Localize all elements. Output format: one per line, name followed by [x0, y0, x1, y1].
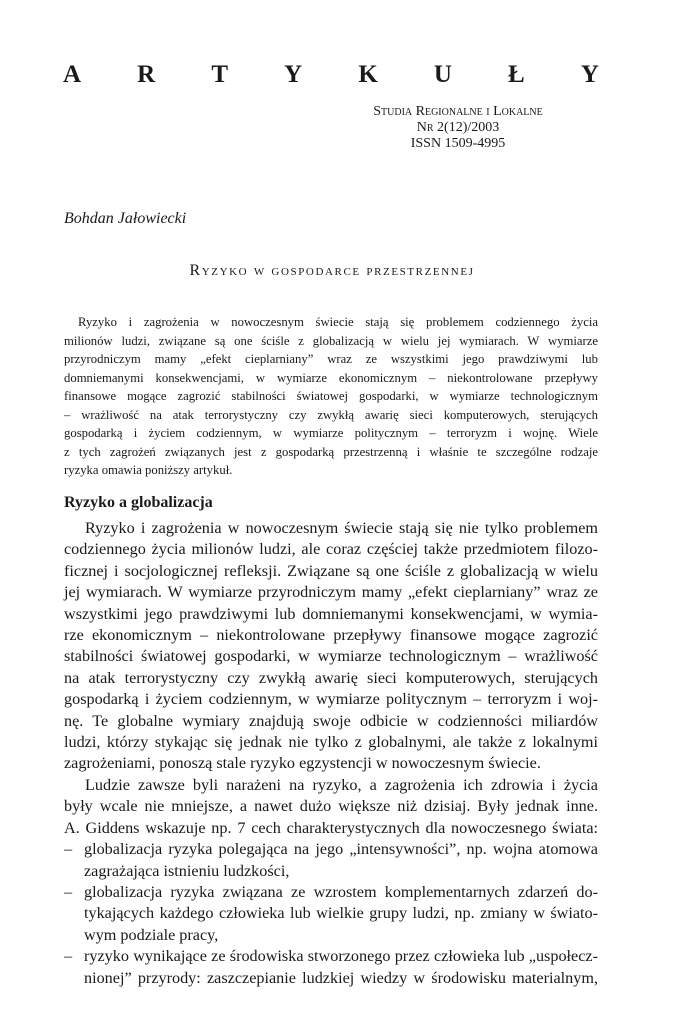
body-line: nę. Te globalne wymiary znajdują swoje odbicie w codzienności miliardów: [64, 711, 598, 730]
body-line: jej wymiarach. W wymiarze przyrodniczym mamy „efekt cieplarniany” wraz ze: [64, 583, 598, 602]
list-item-line: globalizacja ryzyka polegająca na jego „intensywności”, np. wojna atomowa: [84, 840, 598, 859]
list-item-line: zagrażająca istnieniu ludzkości,: [84, 861, 290, 880]
body-line: były wcale nie mniejsze, a nawet dużo większe niż dzisiaj. Były jednak inne.: [64, 797, 598, 816]
body-line: ficznej i socjologicznej refleksji. Związane są one ściśle z globalizacją w wielu: [64, 561, 598, 580]
article-title: Ryzyko w gospodarce przestrzennej: [189, 262, 475, 279]
body-line: Ryzyko i zagrożenia w nowoczesnym świecie stają się nie tylko problemem: [85, 519, 598, 537]
body-line: rze ekonomicznym – niekontrolowane przepływy finansowe mogące zagrozić: [64, 626, 598, 645]
body-text: [64, 518, 598, 989]
list-item-line: globalizacja ryzyka związana ze wzrostem komplementarnych zdarzeń do-: [84, 882, 598, 901]
author-name: Bohdan Jałowiecki: [64, 210, 187, 227]
abstract-line: Ryzyko i zagrożenia w nowoczesnym świecie stają się problemem codziennego życia: [78, 315, 598, 329]
body-line: wszystkimi jego prawdziwymi lub domniemanymi konsekwencjami, w wymia-: [64, 604, 598, 623]
journal-info: [318, 104, 598, 152]
heading-letter: Ł: [508, 61, 525, 88]
body-line: stabilności światowej gospodarki, w wymiarze technologicznym – wrażliwość: [64, 647, 598, 666]
abstract: [64, 313, 598, 480]
journal-issue: Nr 2(12)/2003: [416, 120, 500, 135]
heading-letter: A: [63, 61, 82, 88]
abstract-line: finansowe mogące zagrozić stabilności światowej gospodarki, w wymiarze technologicznym: [64, 389, 598, 403]
heading-letter: U: [433, 61, 452, 88]
heading-letter: Y: [580, 61, 599, 88]
body-line: ludzi, którzy stykając się jednak nie tylko z globalnymi, ale także z lokalnymi: [64, 733, 598, 752]
journal-name: Studia Regionalne i Lokalne: [373, 104, 543, 119]
abstract-line: – wrażliwość na atak terrorystyczny czy zwykłą awarię sieci komputerowych, sterujących: [64, 407, 598, 422]
journal-issn: ISSN 1509-4995: [410, 136, 506, 151]
section-heading-artykuly: [63, 58, 599, 92]
list-dash: –: [64, 840, 73, 859]
list-item: [64, 839, 598, 860]
list-item-line: wym podziale pracy,: [84, 925, 219, 944]
list-item-line: nionej” przyrody: zaszczepianie ludzkiej wiedzy w środowisku materialnym,: [84, 968, 598, 987]
list-item: [64, 946, 598, 967]
list-item: [64, 882, 598, 903]
body-line: na atak terrorystyczny czy zwykłą awarię sieci komputerowych, sterujących: [64, 668, 598, 687]
abstract-line: ryzyka omawia poniższy artykuł.: [64, 463, 233, 477]
abstract-line: domniemanymi konsekwencjami, w wymiarze ekonomicznym – niekontrolowane przepływy: [64, 370, 598, 385]
list-item-line: tykających każdego człowieka lub wielkie grupy ludzi, np. zmiany w świato-: [84, 904, 598, 923]
heading-letter: K: [358, 61, 378, 88]
body-line: A. Giddens wskazuje np. 7 cech charakterystycznych dla nowoczesnego świata:: [64, 818, 598, 837]
subsection-heading: Ryzyko a globalizacja: [64, 494, 213, 511]
body-line: gospodarką i życiem codziennym, w wymiarze politycznym – terroryzm i woj-: [64, 690, 598, 709]
heading-letter: Y: [284, 61, 303, 88]
body-line: zagrożeniami, ponoszą stale ryzyko egzystencji w nowoczesnym świecie.: [64, 754, 541, 773]
heading-letter: T: [211, 61, 229, 88]
abstract-line: przyrodniczym mamy „efekt cieplarniany” wraz ze wszystkimi jego prawdziwymi lub: [64, 352, 598, 366]
list-dash: –: [64, 947, 73, 966]
abstract-line: milionów ludzi, związane są one ściśle z globalizacją w wielu jej wymiarach. W wymiarze: [64, 333, 598, 348]
list-item-line: ryzyko wynikające ze środowiska stworzonego przez człowieka lub „uspołecz-: [84, 947, 598, 966]
body-line: codziennego życia milionów ludzi, ale coraz częściej także przedmiotem filozo-: [64, 540, 598, 559]
heading-letter: R: [137, 61, 156, 88]
abstract-line: z tych zagrożeń związanych jest z gospodarką przestrzenną i właśnie te szczególne rodzaje: [64, 444, 598, 459]
abstract-line: gospodarką i życiem codziennym, w wymiarze politycznym – terroryzm i wojnę. Wiele: [64, 426, 598, 440]
body-line: Ludzie zawsze byli narażeni na ryzyko, a zagrożenia ich zdrowia i życia: [85, 775, 598, 794]
list-dash: –: [64, 882, 73, 901]
